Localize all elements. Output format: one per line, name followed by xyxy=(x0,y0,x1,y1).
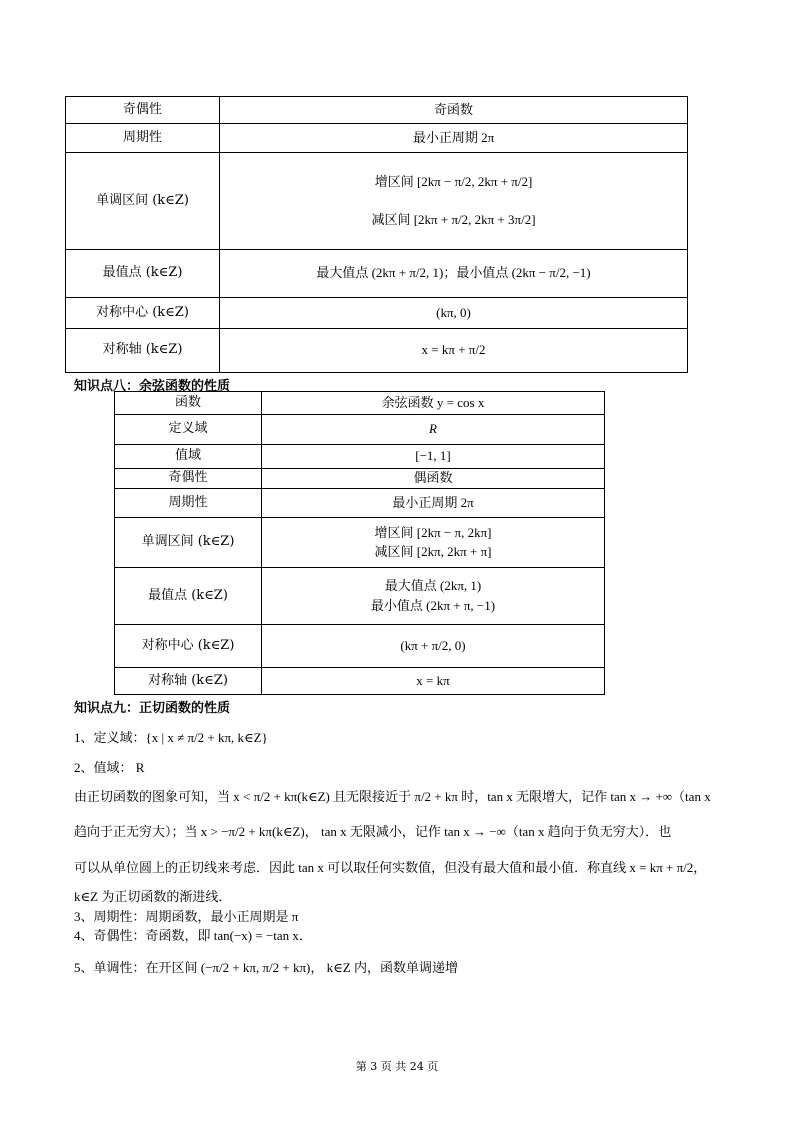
section-heading-tangent: 知识点九：正切函数的性质 xyxy=(74,701,231,716)
row-label: 奇偶性 xyxy=(66,97,220,124)
row-label: 奇偶性 xyxy=(115,469,262,489)
row-value: 最小正周期 2π xyxy=(262,489,605,518)
decreasing-interval: 减区间 [2kπ, 2kπ + π] xyxy=(374,544,492,559)
page-footer: 第 3 页 共 24 页 xyxy=(355,1060,439,1073)
increasing-interval: 增区间 [2kπ − π, 2kπ] xyxy=(374,524,492,540)
row-value: 奇函数 xyxy=(220,97,688,124)
row-value xyxy=(220,153,688,250)
table-row xyxy=(66,124,688,153)
row-label: 最值点 (k∈Z) xyxy=(66,250,220,298)
row-value: 偶函数 xyxy=(262,469,605,489)
table-row xyxy=(115,445,605,469)
row-label: 定义域 xyxy=(115,415,262,445)
tangent-explanation-line-3: 可以从单位圆上的正切线来考虑．因此 tan x 可以取任何实数值，但没有最大值和最小值．称直线 x = kπ + π/2， xyxy=(74,860,707,875)
decreasing-interval: 减区间 [2kπ + π/2, 2kπ + 3π/2] xyxy=(371,212,536,227)
table-row xyxy=(115,668,605,695)
section-heading-cosine: 知识点八：余弦函数的性质 xyxy=(74,379,231,394)
tangent-explanation-line-1: 由正切函数的图象可知，当 x < π/2 + kπ(k∈Z) 且无限接近于 π/2 + kπ 时，tan x 无限增大，记作 tan x → +∞（tan x xyxy=(74,789,711,804)
max-point: 最大值点 (2kπ, 1) xyxy=(384,578,482,594)
tangent-explanation-line-2: 趋向于正无穷大）；当 x > −π/2 + kπ(k∈Z)， tan x 无限减小，记作 tan x → −∞（tan x 趋向于负无穷大）．也 xyxy=(74,824,672,839)
row-value: (kπ, 0) xyxy=(220,298,688,329)
tangent-parity: 4、奇偶性：奇函数，即 tan(−x) = −tan x． xyxy=(74,928,312,943)
min-point: 最小值点 (2kπ + π, −1) xyxy=(370,597,496,613)
row-label: 函数 xyxy=(115,392,262,415)
row-value: 余弦函数 y = cos x xyxy=(262,392,605,415)
row-label: 对称轴 (k∈Z) xyxy=(66,329,220,373)
table-row xyxy=(115,489,605,518)
row-label: 对称中心 (k∈Z) xyxy=(66,298,220,329)
tangent-range: 2、值域： R xyxy=(74,760,145,775)
row-label: 值域 xyxy=(115,445,262,469)
row-value: (kπ + π/2, 0) xyxy=(262,625,605,668)
table-row xyxy=(115,625,605,668)
table-row xyxy=(66,250,688,298)
row-value: x = kπ + π/2 xyxy=(220,329,688,373)
table-row xyxy=(115,568,605,625)
tangent-explanation-line-4: k∈Z 为正切函数的渐进线． xyxy=(74,889,232,904)
sine-properties-table xyxy=(65,96,688,373)
tangent-period: 3、周期性：周期函数，最小正周期是 π xyxy=(74,909,299,924)
row-value: [−1, 1] xyxy=(262,445,605,469)
table-row xyxy=(66,298,688,329)
row-value: x = kπ xyxy=(262,668,605,695)
tangent-monotonicity: 5、单调性：在开区间 (−π/2 + kπ, π/2 + kπ)， k∈Z 内，函数单调递增 xyxy=(74,960,458,975)
row-value xyxy=(262,568,605,625)
table-row xyxy=(115,518,605,568)
increasing-interval: 增区间 [2kπ − π/2, 2kπ + π/2] xyxy=(374,173,533,189)
row-value: 最小正周期 2π xyxy=(220,124,688,153)
cosine-properties-table xyxy=(114,391,605,695)
table-row xyxy=(115,415,605,445)
row-label: 最值点 (k∈Z) xyxy=(115,568,262,625)
row-label: 对称轴 (k∈Z) xyxy=(115,668,262,695)
row-value xyxy=(262,518,605,568)
row-label: 周期性 xyxy=(115,489,262,518)
table-row xyxy=(115,392,605,415)
table-row xyxy=(66,97,688,124)
row-value: R xyxy=(262,415,605,445)
row-value: 最大值点 (2kπ + π/2, 1)；最小值点 (2kπ − π/2, −1) xyxy=(220,250,688,298)
row-label: 单调区间 (k∈Z) xyxy=(115,518,262,568)
table-row xyxy=(115,469,605,489)
row-label: 周期性 xyxy=(66,124,220,153)
row-label: 单调区间 (k∈Z) xyxy=(66,153,220,250)
table-row xyxy=(66,153,688,250)
table-row xyxy=(66,329,688,373)
row-label: 对称中心 (k∈Z) xyxy=(115,625,262,668)
tangent-domain: 1、定义域：{x | x ≠ π/2 + kπ, k∈Z} xyxy=(74,730,268,745)
